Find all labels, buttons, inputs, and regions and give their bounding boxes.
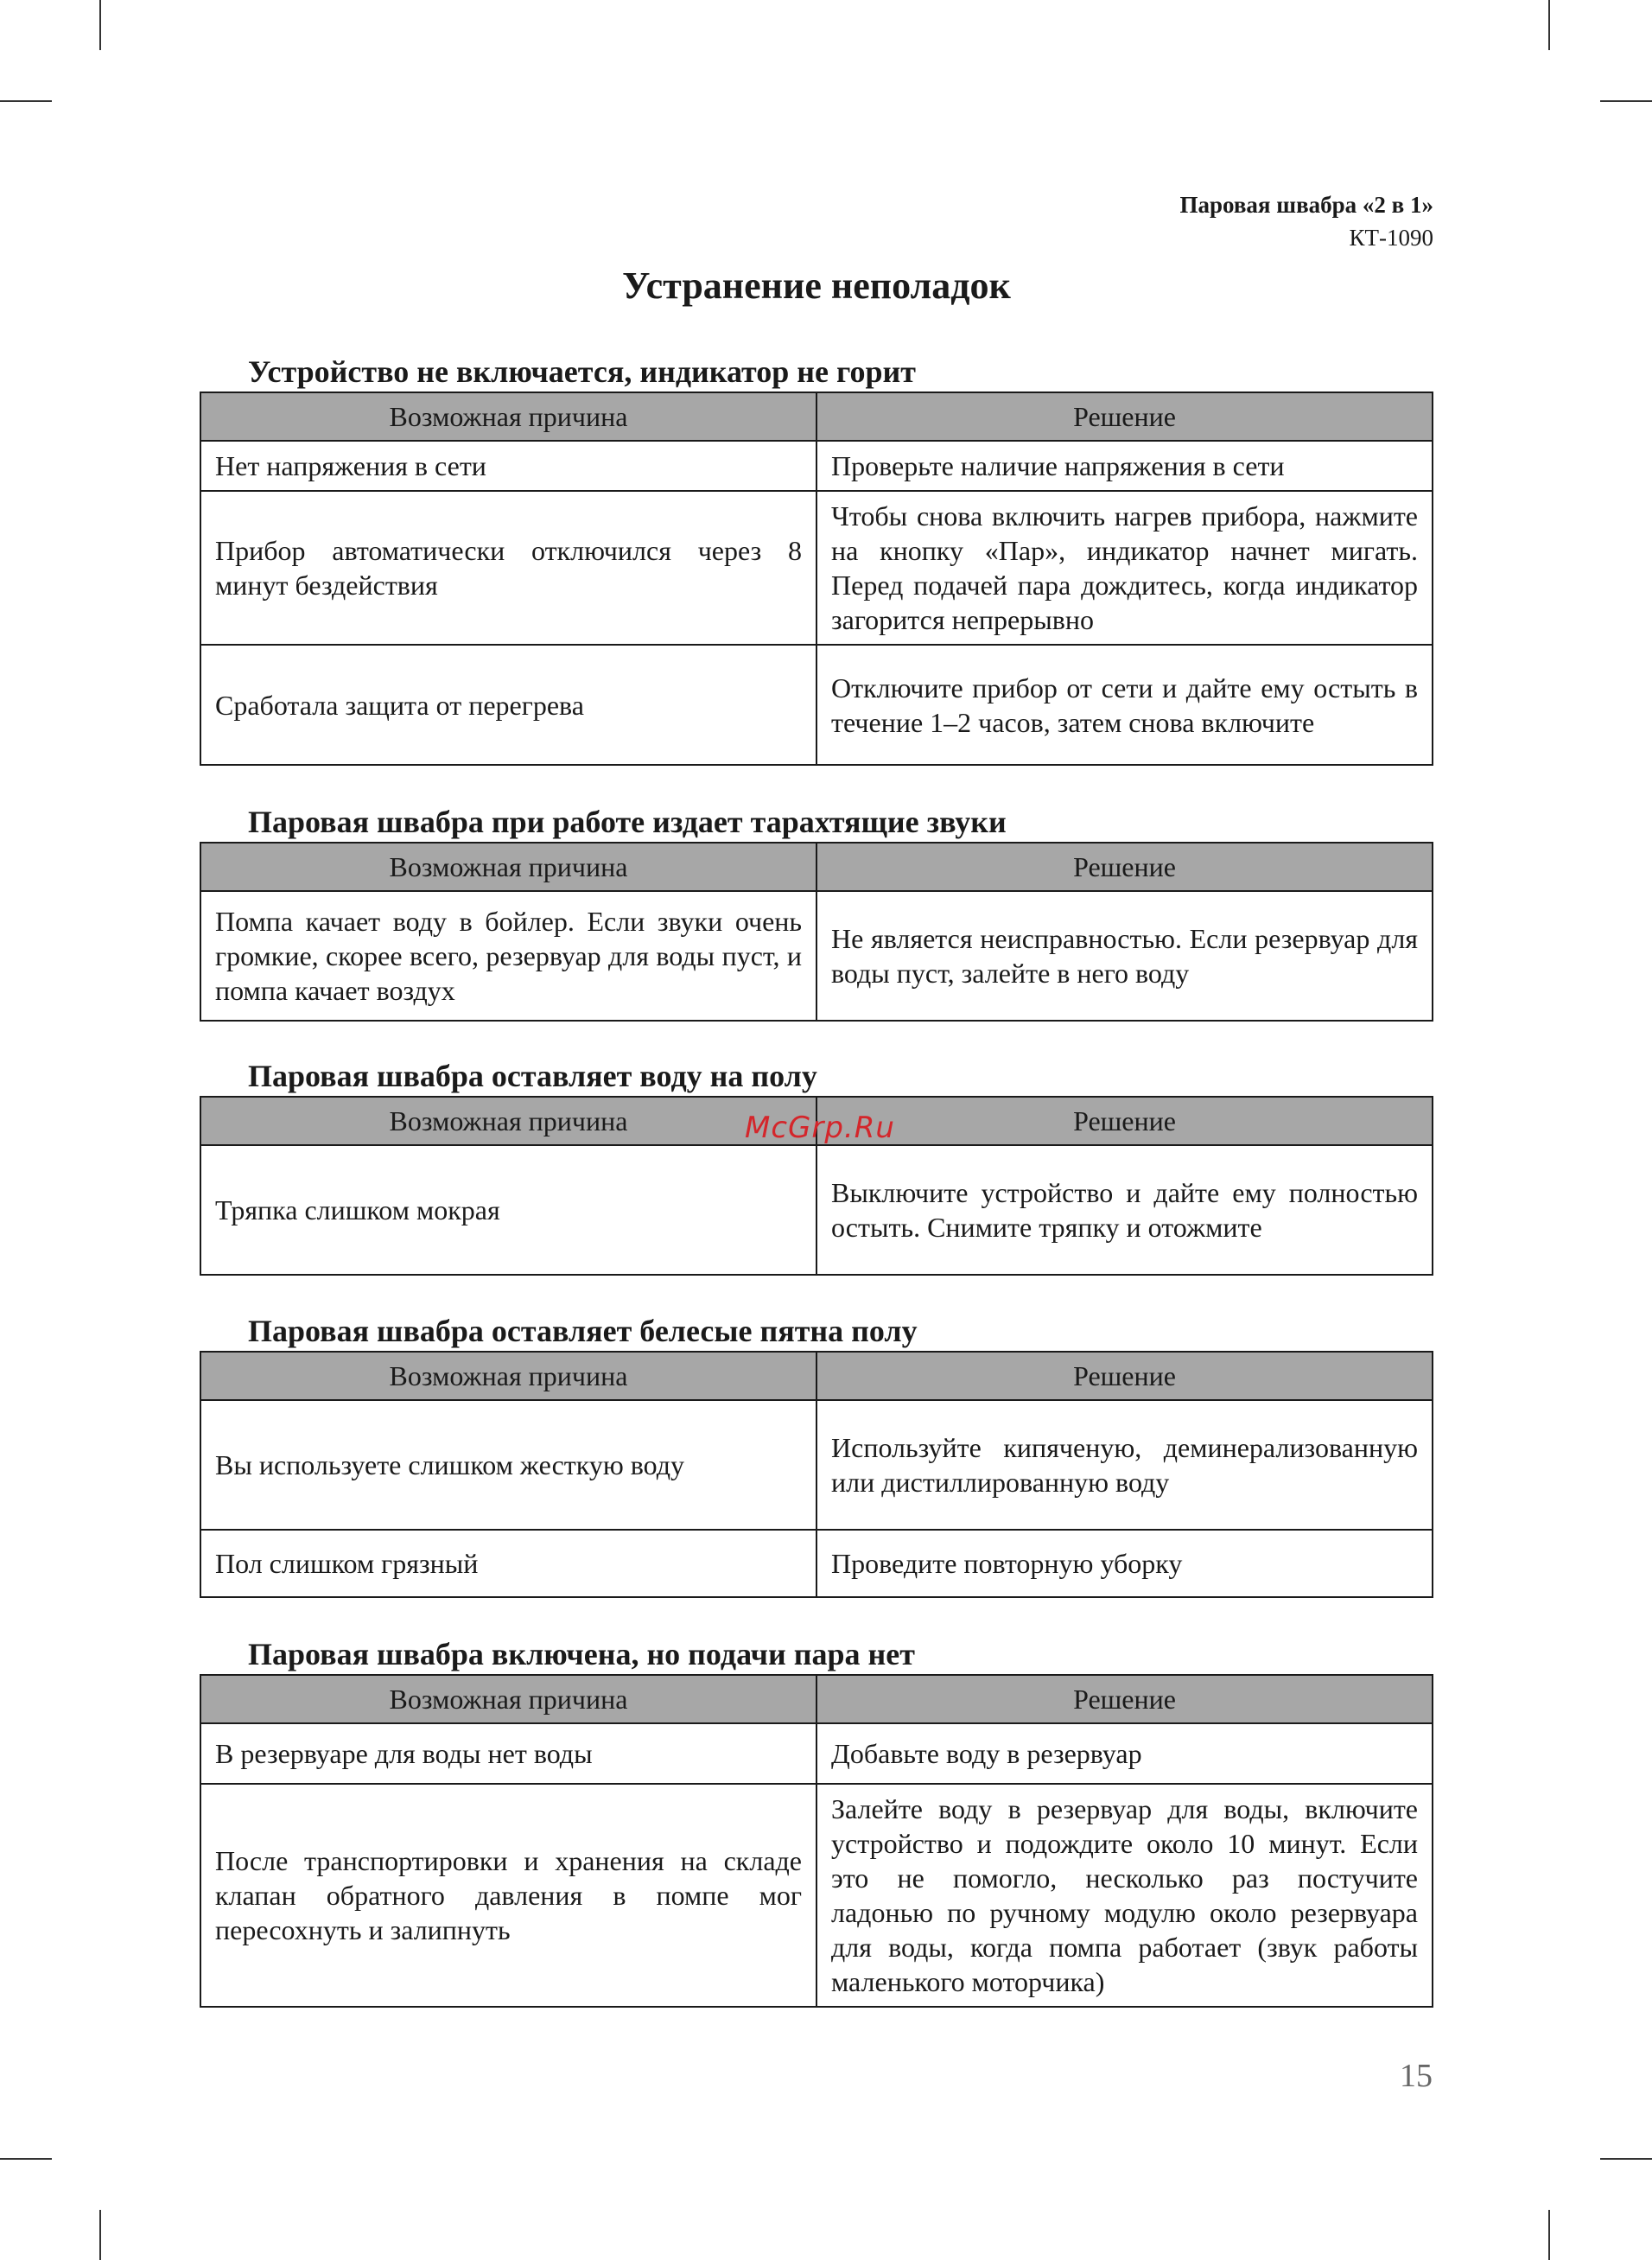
troubleshooting-section [200,1056,1433,1276]
cause-cell: Вы используете слишком жесткую воду [200,1400,816,1530]
header-product: Паровая швабра «2 в 1» [1179,192,1433,218]
solution-cell: Используйте кипяченую, деминерализованную или дистиллированную воду [816,1400,1433,1530]
troubleshooting-table [200,1674,1433,2008]
running-header [1179,188,1433,254]
solution-cell: Отключите прибор от сети и дайте ему остыть в течение 1–2 часов, затем снова включите [816,645,1433,765]
column-header-solution: Решение [816,392,1433,441]
table-header-row [200,843,1433,891]
table-header-row [200,392,1433,441]
cause-cell: Пол слишком грязный [200,1530,816,1597]
table-header-row [200,1675,1433,1723]
crop-mark [1600,100,1652,102]
crop-mark [0,100,52,102]
solution-cell: Залейте воду в резервуар для воды, включите устройство и подождите около 10 минут. Если это не помогло, несколько раз постучите ладонью по ручному модулю около резервуара для воды, когда помпа работает (звук работы маленького моторчика) [816,1784,1433,2007]
cause-cell: После транспортировки и хранения на складе клапан обратного давления в помпе мог пересохнуть и залипнуть [200,1784,816,2007]
solution-cell: Выключите устройство и дайте ему полностью остыть. Снимите тряпку и отожмите [816,1145,1433,1275]
column-header-solution: Решение [816,1097,1433,1145]
section-title: Паровая швабра при работе издает тарахтящие звуки [248,805,1007,839]
column-header-cause: Возможная причина [200,1352,816,1400]
watermark: McGrp.Ru [745,1111,895,1145]
crop-mark [99,2210,101,2260]
troubleshooting-section [200,1634,1433,2008]
crop-mark [1548,0,1550,50]
crop-mark [1548,2210,1550,2260]
table-row [200,491,1433,645]
table-header-row [200,1352,1433,1400]
table-row [200,1145,1433,1275]
troubleshooting-section [200,352,1433,766]
solution-cell: Чтобы снова включить нагрев прибора, нажмите на кнопку «Пар», индикатор начнет мигать. Перед подачей пара дождитесь, когда индикатор загорится непрерывно [816,491,1433,645]
table-row [200,441,1433,491]
troubleshooting-table [200,1351,1433,1598]
header-model: КТ-1090 [1349,225,1433,251]
section-title: Паровая швабра оставляет воду на полу [248,1059,817,1093]
cause-cell: Нет напряжения в сети [200,441,816,491]
crop-mark [1600,2158,1652,2160]
solution-cell: Проверьте наличие напряжения в сети [816,441,1433,491]
cause-cell: Прибор автоматически отключился через 8 минут бездействия [200,491,816,645]
troubleshooting-section [200,802,1433,1022]
table-row [200,1400,1433,1530]
column-header-cause: Возможная причина [200,1097,816,1145]
column-header-cause: Возможная причина [200,843,816,891]
column-header-cause: Возможная причина [200,392,816,441]
cause-cell: Помпа качает воду в бойлер. Если звуки очень громкие, скорее всего, резервуар для воды пуст, и помпа качает воздух [200,891,816,1021]
solution-cell: Проведите повторную уборку [816,1530,1433,1597]
cause-cell: Тряпка слишком мокрая [200,1145,816,1275]
section-title: Паровая швабра включена, но подачи пара нет [248,1637,915,1671]
cause-cell: Сработала защита от перегрева [200,645,816,765]
solution-cell: Не является неисправностью. Если резервуар для воды пуст, залейте в него воду [816,891,1433,1021]
page-number: 15 [1400,2058,1433,2094]
troubleshooting-section [200,1311,1433,1598]
crop-mark [99,0,101,50]
section-title: Устройство не включается, индикатор не горит [248,354,916,389]
column-header-solution: Решение [816,843,1433,891]
table-row [200,1530,1433,1597]
troubleshooting-table [200,392,1433,766]
page-title: Устранение неполадок [622,264,1011,307]
solution-cell: Добавьте воду в резервуар [816,1723,1433,1784]
cause-cell: В резервуаре для воды нет воды [200,1723,816,1784]
table-row [200,1723,1433,1784]
column-header-cause: Возможная причина [200,1675,816,1723]
table-row [200,645,1433,765]
column-header-solution: Решение [816,1352,1433,1400]
section-title: Паровая швабра оставляет белесые пятна полу [248,1314,918,1348]
troubleshooting-table [200,842,1433,1022]
column-header-solution: Решение [816,1675,1433,1723]
table-row [200,891,1433,1021]
crop-mark [0,2158,52,2160]
table-row [200,1784,1433,2007]
